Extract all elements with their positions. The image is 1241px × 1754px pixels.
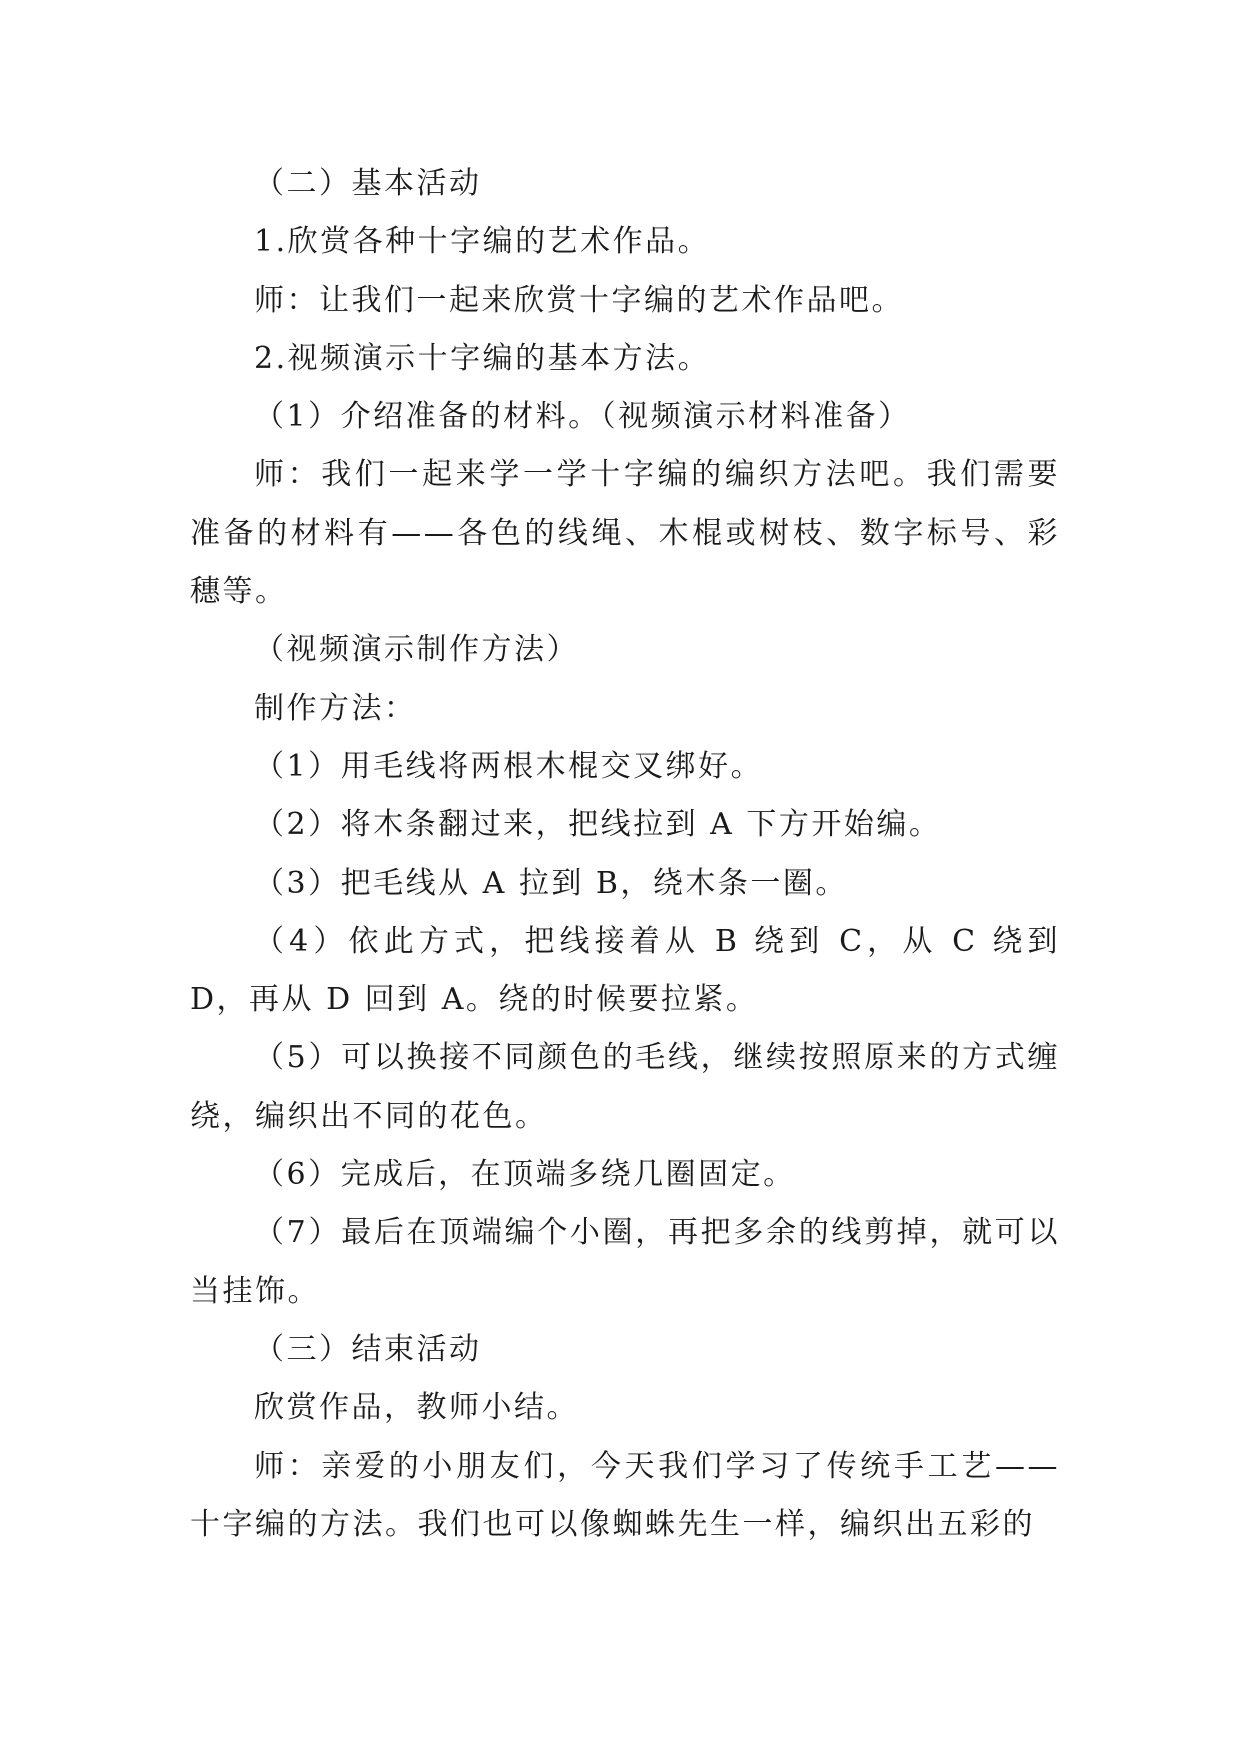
method-step-5: （5）可以换接不同颜色的毛线，继续按照原来的方式缠绕，编织出不同的花色。 bbox=[190, 1040, 1060, 1134]
method-step-7: （7）最后在顶端编个小圈，再把多余的线剪掉，就可以当挂饰。 bbox=[190, 1215, 1060, 1309]
method-step-1: （1）用毛线将两根木棍交叉绑好。 bbox=[254, 748, 764, 784]
method-step-6: （6）完成后，在顶端多绕几圈固定。 bbox=[254, 1157, 796, 1193]
step-2-video-demo: 2.视频演示十字编的基本方法。 bbox=[254, 340, 711, 376]
step-1-appreciate: 1.欣赏各种十字编的艺术作品。 bbox=[254, 224, 711, 260]
closing-summary: 欣赏作品，教师小结。 bbox=[254, 1390, 579, 1426]
section-heading-basic-activity: （二）基本活动 bbox=[254, 166, 482, 201]
method-heading: 制作方法： bbox=[254, 690, 417, 726]
method-step-3: （3）把毛线从 A 拉到 B，绕木条一圈。 bbox=[254, 865, 848, 901]
method-step-4: （4）依此方式，把线接着从 B 绕到 C，从 C 绕到 D，再从 D 回到 A。绕的时候要拉紧。 bbox=[190, 923, 1060, 1018]
method-step-2: （2）将木条翻过来，把线拉到 A 下方开始编。 bbox=[254, 807, 942, 843]
teacher-line-closing: 师：亲爱的小朋友们，今天我们学习了传统手工艺——十字编的方法。我们也可以像蜘蛛先生一样，编织出五彩的 bbox=[190, 1448, 1060, 1542]
teacher-line-materials: 师：我们一起来学一学十字编的编织方法吧。我们需要准备的材料有——各色的线绳、木棍或树枝、数字标号、彩穗等。 bbox=[190, 457, 1060, 610]
substep-materials: （1）介绍准备的材料。（视频演示材料准备） bbox=[254, 399, 911, 435]
video-demo-method-note: （视频演示制作方法） bbox=[254, 632, 579, 668]
document-body bbox=[190, 155, 1060, 1554]
teacher-line-appreciate: 师：让我们一起来欣赏十字编的艺术作品吧。 bbox=[254, 282, 904, 318]
section-heading-closing-activity: （三）结束活动 bbox=[254, 1331, 482, 1367]
